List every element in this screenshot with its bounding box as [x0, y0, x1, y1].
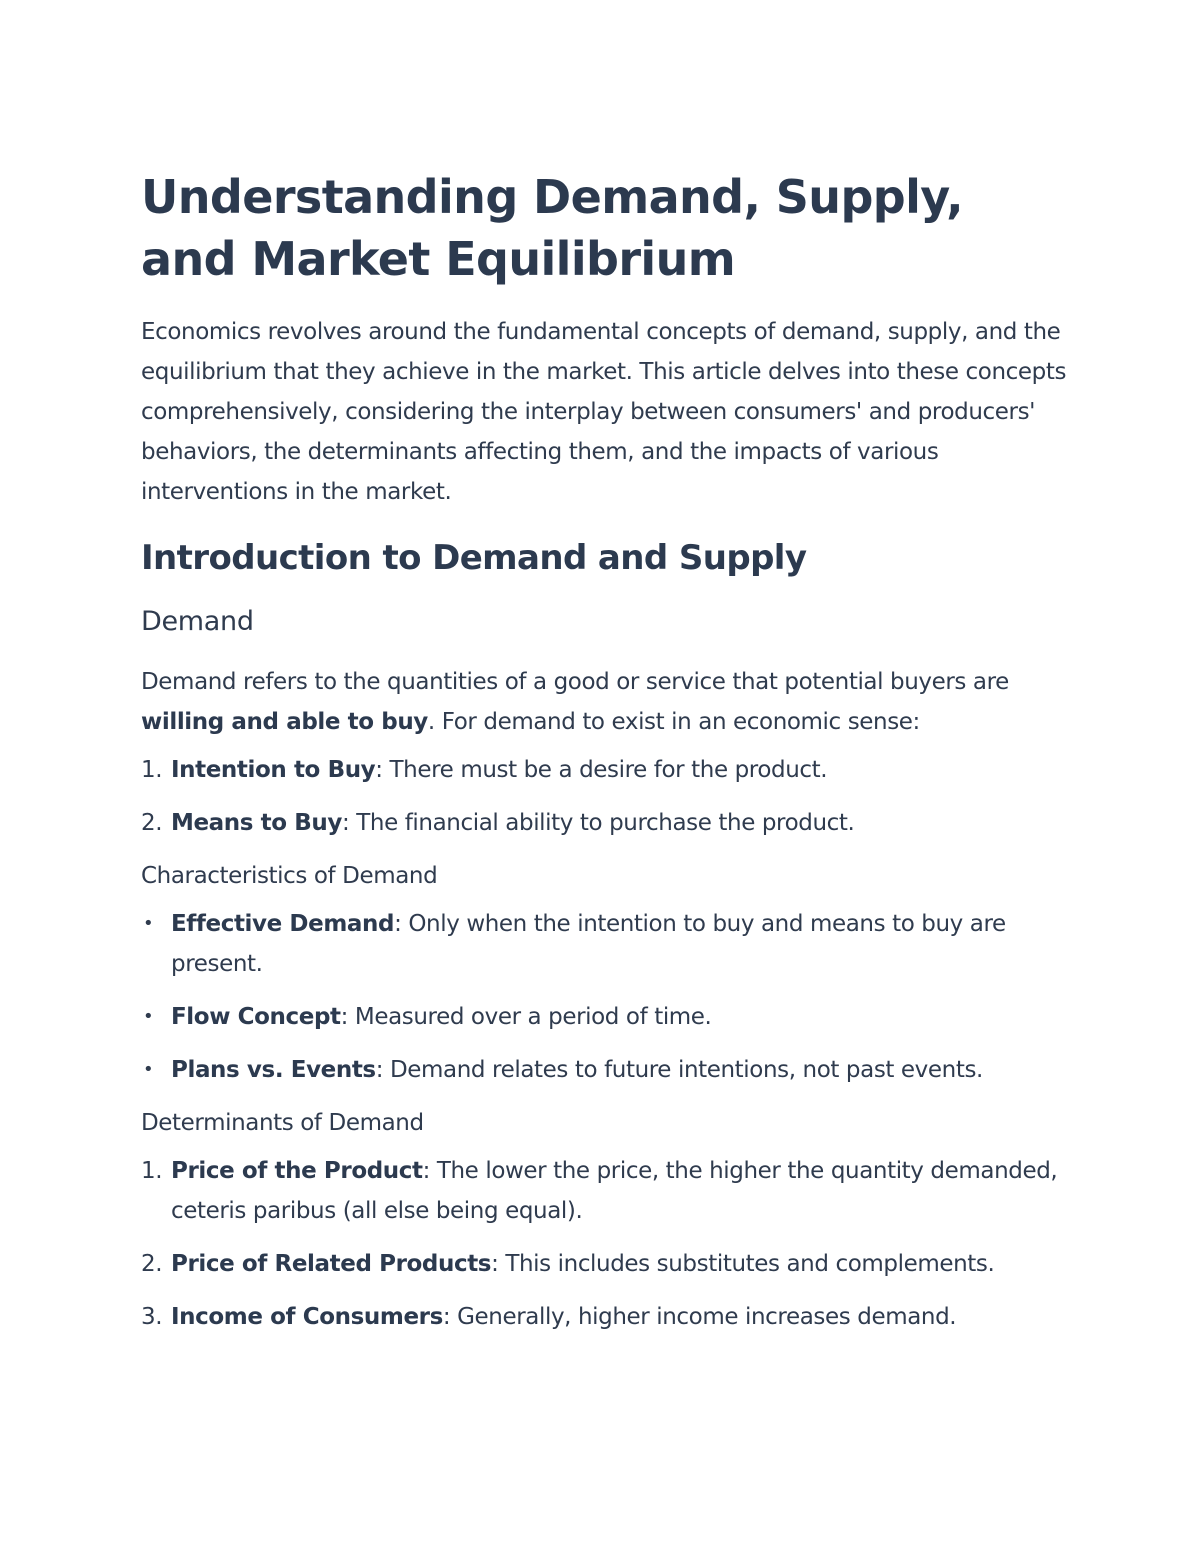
list-item — [141, 1050, 1071, 1090]
list-item-text: : The financial ability to purchase the product. — [341, 810, 855, 836]
list-item-term: Income of Consumers — [171, 1304, 443, 1330]
list-item-text: : This includes substitutes and complements. — [491, 1251, 995, 1277]
list-item — [141, 997, 1071, 1037]
list-item-text: : Generally, higher income increases demand. — [442, 1304, 957, 1330]
determinants-heading: Determinants of Demand — [141, 1110, 424, 1136]
subsection-heading-demand: Demand — [141, 606, 254, 637]
list-marker: 2. — [141, 810, 163, 836]
demand-conditions-list — [141, 750, 1071, 843]
list-item — [141, 1297, 1071, 1337]
list-item-term: Plans vs. Events — [171, 1057, 376, 1083]
list-item — [141, 1244, 1071, 1284]
section-heading: Introduction to Demand and Supply — [141, 538, 807, 578]
list-item-term: Effective Demand — [171, 911, 395, 937]
list-item — [141, 803, 1071, 843]
list-item-text: : Only when the intention to buy and means to buy are present. — [171, 911, 1006, 977]
list-marker: 1. — [141, 1158, 163, 1184]
list-item — [141, 904, 1071, 984]
list-item-text: : The lower the price, the higher the quantity demanded, ceteris paribus (all else being equal). — [171, 1158, 1058, 1224]
list-item — [141, 1151, 1071, 1231]
bullet-marker: • — [143, 1059, 154, 1080]
list-item — [141, 750, 1071, 790]
list-item-term: Flow Concept — [171, 1004, 341, 1030]
list-item-term: Intention to Buy — [171, 757, 376, 783]
list-marker: 2. — [141, 1251, 163, 1277]
determinants-list — [141, 1151, 1071, 1337]
demand-definition-paragraph — [141, 662, 1071, 742]
bullet-marker: • — [143, 913, 154, 934]
document-page — [141, 166, 1071, 1350]
characteristics-heading: Characteristics of Demand — [141, 863, 438, 889]
list-item-text: : Measured over a period of time. — [340, 1004, 712, 1030]
list-marker: 1. — [141, 757, 163, 783]
list-marker: 3. — [141, 1304, 163, 1330]
list-item-term: Means to Buy — [171, 810, 342, 836]
list-item-term: Price of Related Products — [171, 1251, 492, 1277]
characteristics-list — [141, 904, 1071, 1090]
demand-definition-text-start: Demand refers to the quantities of a good or service that potential buyers are — [141, 669, 1009, 695]
page-title: Understanding Demand, Supply, and Market Equilibrium — [141, 170, 963, 286]
list-item-term: Price of the Product — [171, 1158, 423, 1184]
bullet-marker: • — [143, 1006, 154, 1027]
list-item-text: : There must be a desire for the product. — [375, 757, 828, 783]
intro-paragraph: Economics revolves around the fundamental concepts of demand, supply, and the equilibrium that they achieve in the market. This article delves into these concepts comprehensively, considering the interplay between consumers' and producers' behaviors, the determinants affecting them, and the impacts of various interventions in the market. — [141, 319, 1067, 505]
list-item-text: : Demand relates to future intentions, not past events. — [375, 1057, 983, 1083]
demand-definition-emphasis: willing and able to buy — [141, 709, 428, 735]
demand-definition-text-end: . For demand to exist in an economic sense: — [427, 709, 920, 735]
